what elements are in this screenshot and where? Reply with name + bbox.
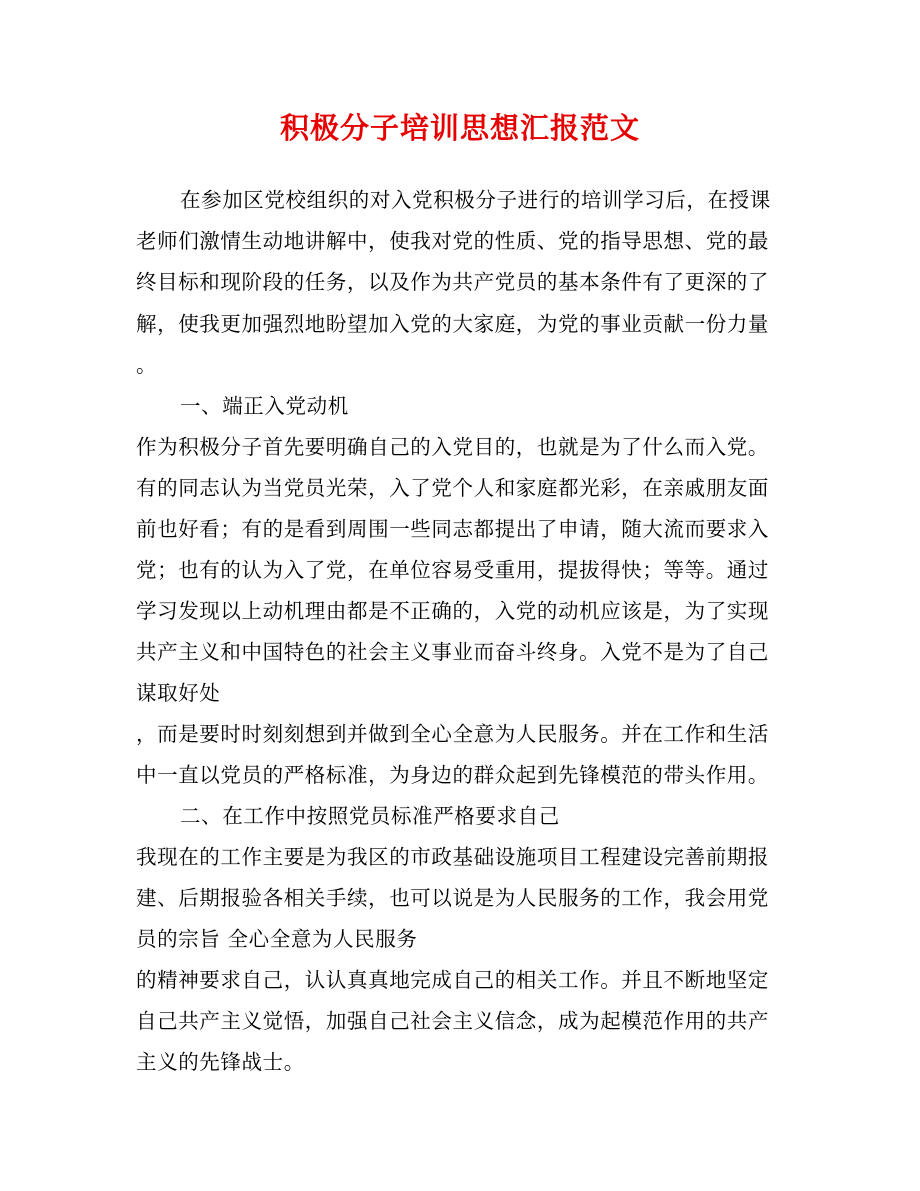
paragraph-line: 。 [136, 353, 158, 377]
paragraph-line: 自己共产主义觉悟，加强自己社会主义信念，成为起模范作用的共产 [136, 1009, 769, 1033]
paragraph-line: 终目标和现阶段的任务，以及作为共产党员的基本条件有了更深的了 [136, 270, 769, 294]
paragraph-line: 的精神要求自己，认认真真地完成自己的相关工作。并且不断地坚定 [136, 968, 769, 992]
paragraph-line: 解，使我更加强烈地盼望加入党的大家庭，为党的事业贡献一份力量 [136, 312, 769, 336]
paragraph-line: 老师们激情生动地讲解中，使我对党的性质、党的指导思想、党的最 [136, 229, 769, 253]
section-heading: 二、在工作中按照党员标准严格要求自己 [180, 804, 560, 828]
paragraph-line: 在参加区党校组织的对入党积极分子进行的培训学习后，在授课 [180, 188, 771, 212]
document-title: 积极分子培训思想汇报范文 [279, 111, 640, 145]
paragraph-line: 作为积极分子首先要明确自己的入党目的，也就是为了什么而入党。 [136, 435, 769, 459]
section-heading: 一、端正入党动机 [180, 394, 349, 418]
paragraph-line: 中一直以党员的严格标准，为身边的群众起到先锋模范的带头作用。 [136, 763, 769, 787]
paragraph-line: 谋取好处 [136, 681, 221, 705]
paragraph-line: ，而是要时时刻刻想到并做到全心全意为人民服务。并在工作和生活 [136, 722, 769, 746]
paragraph-line: 有的同志认为当党员光荣，入了党个人和家庭都光彩，在亲戚朋友面 [136, 476, 769, 500]
paragraph-line: 党；也有的认为入了党，在单位容易受重用，提拔得快；等等。通过 [136, 558, 769, 582]
paragraph-line: 前也好看；有的是看到周围一些同志都提出了申请，随大流而要求入 [136, 517, 769, 541]
paragraph-line: 共产主义和中国特色的社会主义事业而奋斗终身。入党不是为了自己 [136, 640, 769, 664]
paragraph-line: 员的宗旨 全心全意为人民服务 [136, 927, 418, 951]
paragraph-line: 建、后期报验各相关手续，也可以说是为人民服务的工作，我会用党 [136, 886, 769, 910]
paragraph-line: 主义的先锋战士。 [136, 1050, 305, 1074]
paragraph-line: 我现在的工作主要是为我区的市政基础设施项目工程建设完善前期报 [136, 845, 769, 869]
paragraph-line: 学习发现以上动机理由都是不正确的，入党的动机应该是，为了实现 [136, 599, 769, 623]
